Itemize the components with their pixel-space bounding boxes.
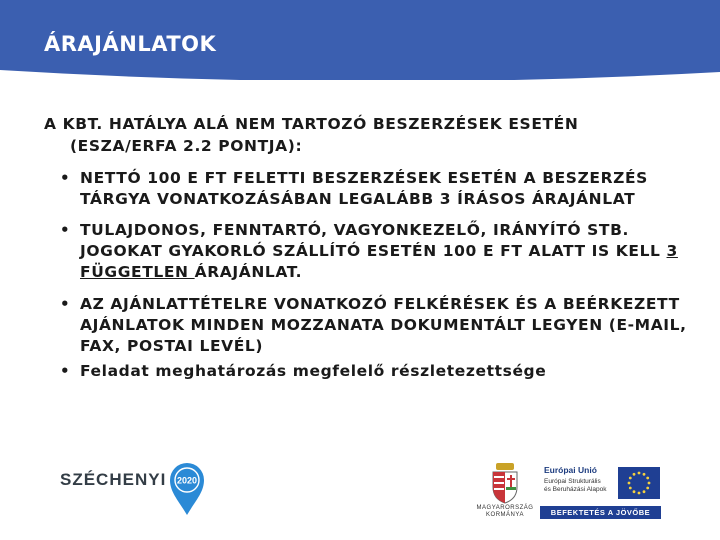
underlined-text: 3 FÜGGETLEN bbox=[80, 242, 678, 281]
eu-funds-label bbox=[540, 465, 618, 503]
government-label bbox=[470, 505, 540, 519]
list-item bbox=[60, 361, 700, 382]
government-label-line-1: MAGYARORSZÁG bbox=[476, 505, 534, 511]
bullet-list bbox=[60, 168, 700, 382]
government-label-line-2: KORMÁNYA bbox=[486, 512, 524, 518]
bullet-text: AZ AJÁNLATTÉTELRE VONATKOZÓ FELKÉRÉSEK ÉS A BEÉRKEZETT AJÁNLATOK MINDEN MOZZANATA DOKUMENTÁLT LEGYEN (E-MAIL, FAX, POSTAI LEVÉL) bbox=[80, 295, 687, 355]
header-banner bbox=[0, 0, 720, 80]
eu-title: Európai Unió bbox=[544, 465, 597, 475]
bullet-marker: • bbox=[60, 362, 71, 380]
bullet-text: Feladat meghatározás megfelelő részletezettsége bbox=[80, 362, 547, 380]
bullet-marker: • bbox=[60, 169, 71, 187]
intro-line-1: A KBT. HATÁLYA ALÁ NEM TARTOZÓ BESZERZÉSEK ESETÉN bbox=[44, 115, 579, 133]
list-item bbox=[60, 220, 700, 283]
szechenyi-2020-pin-icon bbox=[168, 460, 206, 516]
bullet-marker: • bbox=[60, 221, 71, 239]
bullet-marker: • bbox=[60, 295, 71, 313]
eu-stars-icon bbox=[618, 467, 660, 499]
intro-line-2: (ESZA/ERFA 2.2 PONTJA): bbox=[70, 137, 303, 155]
pin-year-text: 2020 bbox=[176, 475, 198, 486]
bullet-text: TULAJDONOS, FENNTARTÓ, VAGYONKEZELŐ, IRÁNYÍTÓ STB. JOGOKAT GYAKORLÓ SZÁLLÍTÓ ESETÉN 100 E FT ALATT IS KELL bbox=[80, 221, 667, 260]
list-item bbox=[60, 168, 700, 210]
eu-subtitle-line-1: Európai Strukturális bbox=[544, 478, 601, 485]
eu-subtitle-line-2: és Beruházási Alapok bbox=[544, 486, 607, 493]
eu-flag-icon bbox=[618, 467, 660, 499]
bullet-text-end: ÁRAJÁNLAT. bbox=[194, 263, 303, 281]
bullet-text: NETTÓ 100 E FT FELETTI BESZERZÉSEK ESETÉN A BESZERZÉS TÁRGYA VONATKOZÁSÁBAN LEGALÁBB 3 ÍRÁSOS ÁRAJÁNLAT bbox=[80, 169, 648, 208]
invest-in-future-banner: BEFEKTETÉS A JÖVŐBE bbox=[540, 506, 661, 519]
list-item bbox=[60, 294, 700, 357]
page-title: ÁRAJÁNLATOK bbox=[44, 32, 217, 56]
intro-text bbox=[44, 113, 694, 157]
szechenyi-logo-text: SZÉCHENYI bbox=[60, 470, 167, 489]
hungarian-coat-of-arms-icon bbox=[488, 462, 522, 504]
